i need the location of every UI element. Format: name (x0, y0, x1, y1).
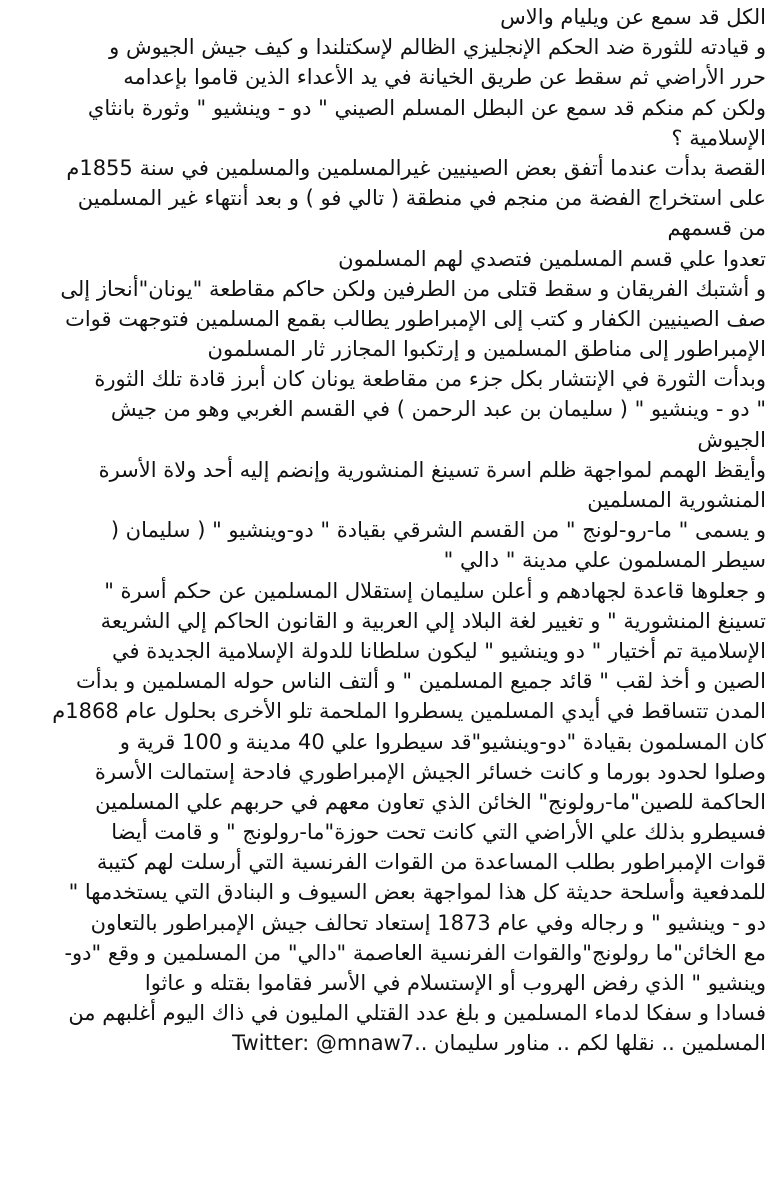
text-line: تسينغ المنشورية " و تغيير لغة البلاد إلي العربية و القانون الحاكم إلي الشريعة (100, 608, 766, 633)
text-line: على استخراج الفضة من منجم في منطقة ( تالي فو ) و بعد أنتهاء غير المسلمين (77, 186, 766, 211)
text-line: تعدوا علي قسم المسلمين فتصدي لهم المسلمون (338, 246, 766, 271)
text-line: للمدفعية وأسلحة حديثة كل هذا لمواجهة بعض السيوف و البنادق التي يستخدمها " (68, 880, 766, 905)
text-line: فسيطرو بذلك علي الأراضي التي كانت تحت حوزة"ما-رولونج " و قامت أيضا (111, 820, 766, 845)
text-line: قوات الإمبراطور بطلب المساعدة من القوات الفرنسية التي أرسلت لهم كتيبة (96, 850, 766, 875)
text-line: المدن تتساقط في أيدي المسلمين يسطروا الملحمة تلو الأخرى بحلول عام 1868م (52, 699, 766, 724)
text-line: و قيادته للثورة ضد الحكم الإنجليزي الظالم لإسكتلندا و كيف جيش الجيوش و (109, 35, 766, 60)
text-line: الكل قد سمع عن ويليام والاس (500, 5, 766, 29)
text-line: الحاكمة للصين"ما-رولونج" الخائن الذي تعاون معهم في حربهم علي المسلمين (95, 789, 766, 814)
text-line: الصين و أخذ لقب " قائد جميع المسلمين " و ألتف الناس حوله المسلمين و بدأت (76, 669, 766, 694)
text-line: الإسلامية ؟ (671, 125, 766, 150)
text-line: كان المسلمون بقيادة "دو-وينشيو"قد سيطروا علي 40 مدينة و 100 قرية و (119, 729, 766, 754)
article-text (10, 2, 766, 1059)
text-line: من قسمهم (667, 216, 766, 241)
text-line: وبدأت الثورة في الإنتشار بكل جزء من مقاطعة يونان كان أبرز قادة تلك الثورة (94, 367, 766, 392)
text-line: الإسلامية تم أختيار " دو وينشيو " ليكون سلطانا للدولة الإسلامية الجديدة في (112, 638, 766, 663)
text-line: الإمبراطور إلى مناطق المسلمين و إرتكبوا المجازر ثار المسلمون (207, 337, 766, 362)
text-line: سيطر المسلمون علي مدينة " دالي " (443, 548, 766, 573)
text-line: القصة بدأت عندما أتفق بعض الصينيين غيرالمسلمين والمسلمين في سنة 1855م (66, 155, 766, 180)
text-line: مع الخائن"ما رولونج"والقوات الفرنسية العاصمة "دالي" من المسلمين و وقع "دو- (64, 940, 766, 965)
text-line: و جعلوها قاعدة لجهادهم و أعلن سليمان إستقلال المسلمين عن حكم أسرة " (104, 578, 766, 603)
text-line: " دو - وينشيو " ( سليمان بن عبد الرحمن ) في القسم الغربي وهو من جيش (110, 397, 766, 422)
text-line: الجيوش (697, 427, 766, 452)
text-line: وصلوا لحدود بورما و كانت خسائر الجيش الإمبراطوري فادحة إستمالت الأسرة (94, 759, 766, 784)
text-line: صف الصينيين الكفار و كتب إلى الإمبراطور يطالب بقمع المسلمين فتوجهت قوات (65, 306, 766, 331)
text-line: دو - وينشيو " و رجاله وفي عام 1873 إستعاد تحالف جيش الإمبراطور بالتعاون (90, 910, 766, 935)
text-line: حرر الأراضي ثم سقط عن طريق الخيانة في يد الأعداء الذين قاموا بإعدامه (123, 65, 766, 90)
text-line: المسلمين .. نقلها لكم .. مناور سليمان ..Twitter: @mnaw7 (232, 1031, 766, 1056)
text-line: المنشورية المسلمين (587, 488, 766, 512)
text-line: فسادا و سفكا لدماء المسلمين و بلغ عدد القتلي المليون في ذاك اليوم أغلبهم من (68, 1001, 766, 1026)
text-line: وأيقظ الهمم لمواجهة ظلم اسرة تسينغ المنشورية وإنضم إليه أحد ولاة الأسرة (98, 457, 766, 482)
text-line: و يسمى " ما-رو-لونج " من القسم الشرقي بقيادة " دو-وينشيو " ( سليمان ( (110, 518, 766, 543)
text-line: و أشتبك الفريقان و سقط قتلى من الطرفين ولكن حاكم مقاطعة "يونان"أنحاز إلى (60, 276, 766, 301)
text-line: ولكن كم منكم قد سمع عن البطل المسلم الصيني " دو - وينشيو " وثورة بانثاي (87, 95, 766, 120)
text-line: وينشيو " الذي رفض الهروب أو الإستسلام في الأسر فقاموا بقتله و عاثوا (144, 971, 766, 995)
